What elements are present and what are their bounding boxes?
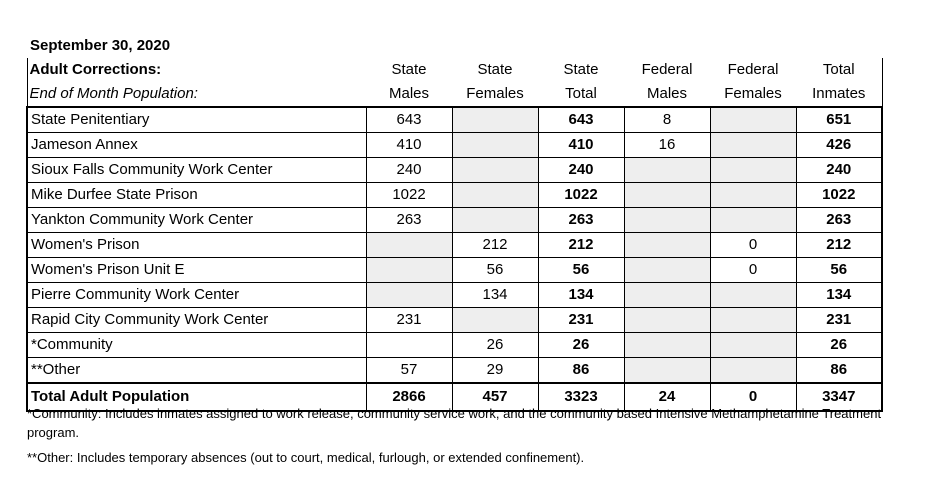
state-females-cell <box>452 107 538 133</box>
total-inmates-cell: 1022 <box>796 183 882 208</box>
federal-females-cell: 0 <box>710 258 796 283</box>
state-males-cell <box>366 333 452 358</box>
state-total-cell: 26 <box>538 333 624 358</box>
footnote-community: *Community: Includes inmates assigned to work release, community service work, and the community based Intensive Methamphetamine Treatment program. <box>27 406 882 440</box>
facility-name: Jameson Annex <box>27 133 366 158</box>
federal-females-cell <box>710 283 796 308</box>
header-row-1 <box>27 58 882 82</box>
state-females-cell <box>452 308 538 333</box>
facility-name: Mike Durfee State Prison <box>27 183 366 208</box>
state-total-cell: 643 <box>538 107 624 133</box>
federal-males-cell <box>624 158 710 183</box>
state-total-cell: 86 <box>538 358 624 384</box>
state-total-cell: 231 <box>538 308 624 333</box>
federal-males-cell <box>624 283 710 308</box>
state-males-cell: 240 <box>366 158 452 183</box>
federal-males-cell <box>624 308 710 333</box>
col-header-federal-males-line2: Males <box>646 84 687 102</box>
facility-name: Women's Prison <box>27 233 366 258</box>
state-females-cell: 134 <box>452 283 538 308</box>
col-header-state-females-line2: Females <box>466 84 524 102</box>
total-label: Total Adult Population <box>27 383 366 411</box>
total-state-males: 2866 <box>366 383 452 411</box>
table-row <box>27 208 882 233</box>
state-total-cell: 263 <box>538 208 624 233</box>
total-state-females: 457 <box>452 383 538 411</box>
state-males-cell <box>366 233 452 258</box>
federal-males-cell <box>624 233 710 258</box>
total-inmates-cell: 263 <box>796 208 882 233</box>
federal-females-cell <box>710 133 796 158</box>
header-row-2 <box>27 82 882 107</box>
state-females-cell <box>452 208 538 233</box>
total-inmates-cell: 134 <box>796 283 882 308</box>
federal-males-cell <box>624 333 710 358</box>
federal-males-cell <box>624 183 710 208</box>
state-males-cell <box>366 283 452 308</box>
state-females-cell <box>452 183 538 208</box>
table-row <box>27 183 882 208</box>
state-females-cell: 29 <box>452 358 538 384</box>
total-inmates-cell: 231 <box>796 308 882 333</box>
state-total-cell: 240 <box>538 158 624 183</box>
table-row <box>27 333 882 358</box>
col-header-state-females-line1: State <box>477 60 513 78</box>
col-header-total-inmates-line1: Total <box>822 60 855 78</box>
total-inmates-cell: 26 <box>796 333 882 358</box>
federal-females-cell <box>710 358 796 384</box>
state-males-cell: 231 <box>366 308 452 333</box>
table-row <box>27 233 882 258</box>
facility-name: Rapid City Community Work Center <box>27 308 366 333</box>
facility-name: **Other <box>27 358 366 384</box>
state-females-cell <box>452 158 538 183</box>
state-males-cell: 1022 <box>366 183 452 208</box>
table-row <box>27 283 882 308</box>
federal-females-cell <box>710 107 796 133</box>
facility-name: State Penitentiary <box>27 107 366 133</box>
table-body <box>27 107 882 411</box>
total-inmates-cell: 56 <box>796 258 882 283</box>
table-subtitle: End of Month Population: <box>29 84 198 102</box>
state-females-cell: 56 <box>452 258 538 283</box>
section-title: Adult Corrections: <box>29 60 162 78</box>
state-males-cell: 57 <box>366 358 452 384</box>
federal-females-cell: 0 <box>710 233 796 258</box>
state-total-cell: 134 <box>538 283 624 308</box>
state-total-cell: 56 <box>538 258 624 283</box>
facility-name: Pierre Community Work Center <box>27 283 366 308</box>
facility-name: Sioux Falls Community Work Center <box>27 158 366 183</box>
col-header-state-males-line2: Males <box>388 84 429 102</box>
table-row <box>27 308 882 333</box>
facility-name: Yankton Community Work Center <box>27 208 366 233</box>
total-inmates-cell: 651 <box>796 107 882 133</box>
facility-name: Women's Prison Unit E <box>27 258 366 283</box>
col-header-state-males-line1: State <box>391 60 427 78</box>
col-header-state-total-line1: State <box>563 60 599 78</box>
federal-females-cell <box>710 308 796 333</box>
table-row <box>27 158 882 183</box>
col-header-federal-males-line1: Federal <box>641 60 693 78</box>
state-males-cell: 263 <box>366 208 452 233</box>
state-females-cell <box>452 133 538 158</box>
col-header-federal-females-line2: Females <box>724 84 782 102</box>
table-row <box>27 133 882 158</box>
col-header-federal-females-line1: Federal <box>727 60 779 78</box>
state-males-cell: 643 <box>366 107 452 133</box>
federal-males-cell <box>624 358 710 384</box>
state-total-cell: 1022 <box>538 183 624 208</box>
federal-females-cell <box>710 333 796 358</box>
federal-males-cell <box>624 208 710 233</box>
table-row <box>27 107 882 133</box>
federal-females-cell <box>710 158 796 183</box>
total-state-total: 3323 <box>538 383 624 411</box>
total-inmates: 3347 <box>796 383 882 411</box>
table-row <box>27 358 882 384</box>
federal-males-cell: 8 <box>624 107 710 133</box>
state-males-cell <box>366 258 452 283</box>
federal-males-cell <box>624 258 710 283</box>
federal-females-cell <box>710 208 796 233</box>
total-federal-males: 24 <box>624 383 710 411</box>
state-females-cell: 212 <box>452 233 538 258</box>
total-inmates-cell: 426 <box>796 133 882 158</box>
total-inmates-cell: 212 <box>796 233 882 258</box>
table-row <box>27 258 882 283</box>
col-header-total-inmates-line2: Inmates <box>812 84 866 102</box>
population-table <box>26 58 883 412</box>
footnote-other: **Other: Includes temporary absences (out to court, medical, furlough, or extended confinement). <box>27 450 585 465</box>
federal-females-cell <box>710 183 796 208</box>
total-inmates-cell: 240 <box>796 158 882 183</box>
state-total-cell: 212 <box>538 233 624 258</box>
table-header <box>27 58 882 107</box>
facility-name: *Community <box>27 333 366 358</box>
total-inmates-cell: 86 <box>796 358 882 384</box>
state-females-cell: 26 <box>452 333 538 358</box>
report-date: September 30, 2020 <box>30 37 171 54</box>
state-males-cell: 410 <box>366 133 452 158</box>
col-header-state-total-line2: Total <box>565 84 597 102</box>
total-federal-females: 0 <box>710 383 796 411</box>
federal-males-cell: 16 <box>624 133 710 158</box>
state-total-cell: 410 <box>538 133 624 158</box>
